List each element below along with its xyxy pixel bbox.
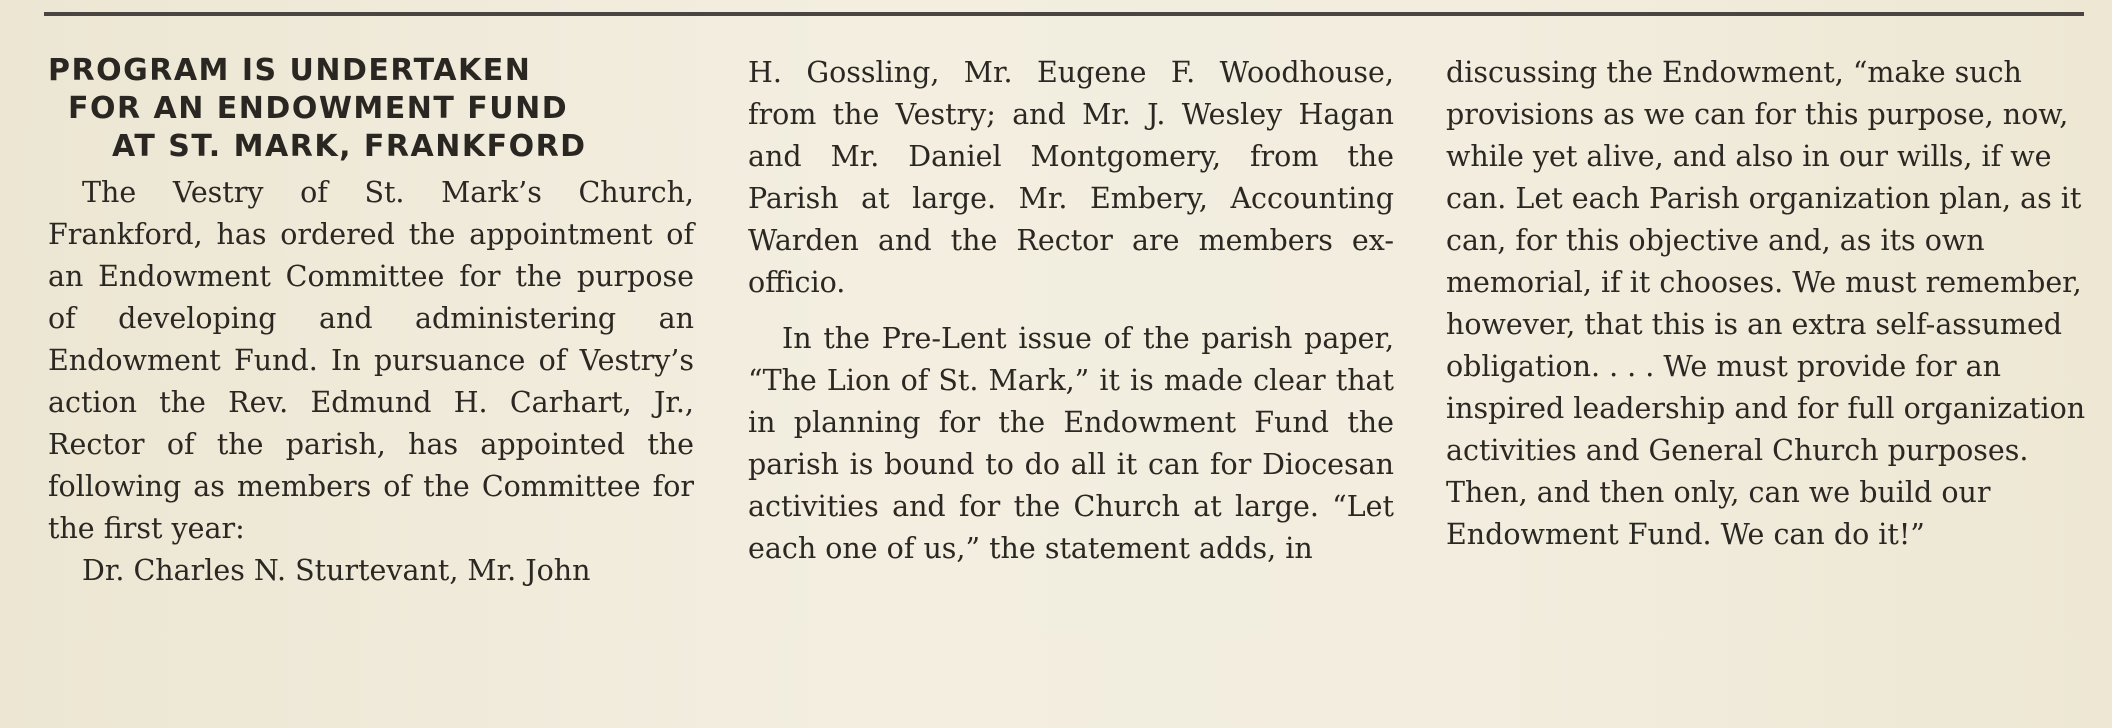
paragraph-1: The Vestry of St. Mark’s Church, Frankford, has ordered the appointment of an Endowment Committee for the purpose of developing and administering an Endowment Fund. In pursuance of Vestry’s action the Rev. Edmund H. Carhart, Jr., Rector of the parish, has appointed the following as members of the Committee for the first year:	[48, 176, 694, 545]
headline-line-1: PROGRAM IS UNDERTAKEN	[48, 53, 532, 88]
paragraph-3-start: In the Pre-Lent issue of the parish paper, “The Lion of St. Mark,” it is made clear that in planning for the Endowment Fund the parish is bound to do all it can for Diocesan activities and for the Church at large. “Let each one of us,” the statement adds, in	[748, 322, 1394, 565]
headline-line-3: AT ST. MARK, FRANKFORD	[112, 129, 587, 164]
headline-line-2: FOR AN ENDOWMENT FUND	[68, 91, 569, 126]
column-1	[48, 52, 694, 592]
column-3	[1446, 52, 2092, 556]
paragraph-2-continued: H. Gossling, Mr. Eugene F. Woodhouse, from the Vestry; and Mr. J. Wesley Hagan and Mr. Daniel Montgomery, from the Parish at large. Mr. Embery, Accounting Warden and the Rector are members ex-officio.	[748, 56, 1394, 299]
paragraph-3-continued: discussing the Endowment, “make such provisions as we can for this purpose, now, while yet alive, and also in our wills, if we can. Let each Parish organization plan, as it can, for this objective and, as its own memorial, if it chooses. We must remember, however, that this is an extra self-assumed obligation. . . . We must provide for an inspired leadership and for full organization activities and General Church purposes. Then, and then only, can we build our Endowment Fund. We can do it!”	[1446, 56, 2086, 551]
paragraph-2-start: Dr. Charles N. Sturtevant, Mr. John	[82, 554, 591, 587]
article-headline	[48, 52, 694, 166]
top-rule	[44, 12, 2084, 16]
column-2	[748, 52, 1394, 570]
